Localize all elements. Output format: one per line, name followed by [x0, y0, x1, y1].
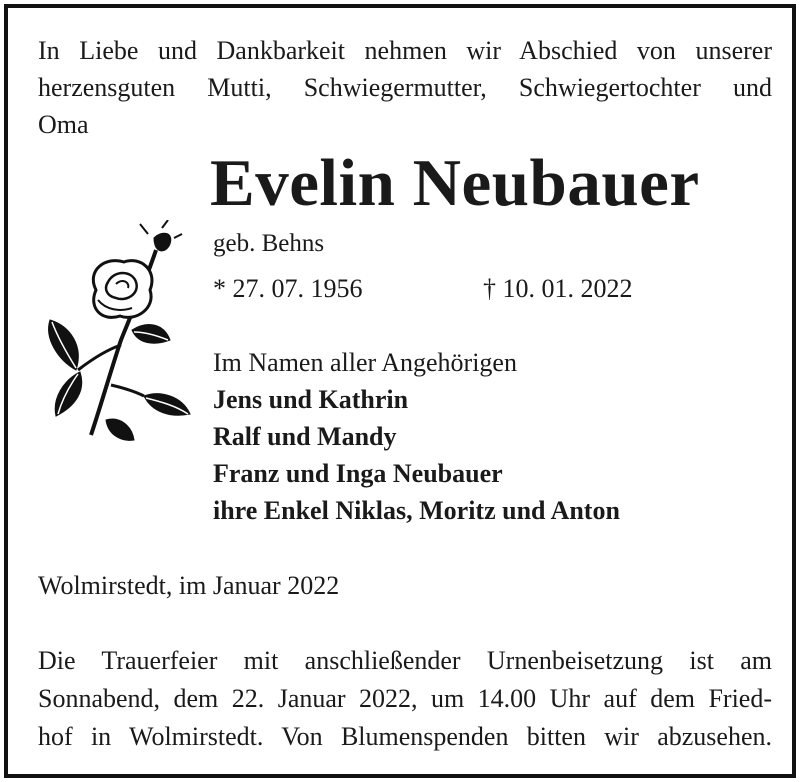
service-line: Die Trauerfeier mit anschließender Urnenbeisetzung ist am — [38, 646, 772, 675]
in-name-of: Im Namen aller Angehörigen — [213, 348, 517, 377]
obituary-notice — [4, 4, 796, 778]
service-line: hof in Wolmirstedt. Von Blumenspenden bitten wir abzusehen. — [38, 722, 772, 751]
relative-line: Franz und Inga Neubauer — [213, 459, 503, 488]
relative-line: Ralf und Mandy — [213, 422, 397, 451]
relative-line: ihre Enkel Niklas, Moritz und Anton — [213, 496, 620, 525]
rose-icon — [36, 220, 196, 450]
intro-line: herzensguten Mutti, Schwiegermutter, Schwiegertochter und — [38, 73, 772, 102]
intro-line: Oma — [38, 110, 89, 139]
place-date: Wolmirstedt, im Januar 2022 — [38, 571, 340, 600]
birth-name: geb. Behns — [213, 230, 325, 257]
service-paragraph — [38, 642, 772, 756]
deceased-name: Evelin Neubauer — [210, 146, 700, 220]
death-date: † 10. 01. 2022 — [483, 274, 633, 303]
intro-paragraph — [38, 32, 772, 143]
service-line: Sonnabend, dem 22. Januar 2022, um 14.00 Uhr auf dem Fried- — [38, 684, 772, 713]
intro-line: In Liebe und Dankbarkeit nehmen wir Abschied von unserer — [38, 36, 772, 65]
relative-line: Jens und Kathrin — [213, 385, 409, 414]
birth-date: * 27. 07. 1956 — [213, 274, 363, 303]
